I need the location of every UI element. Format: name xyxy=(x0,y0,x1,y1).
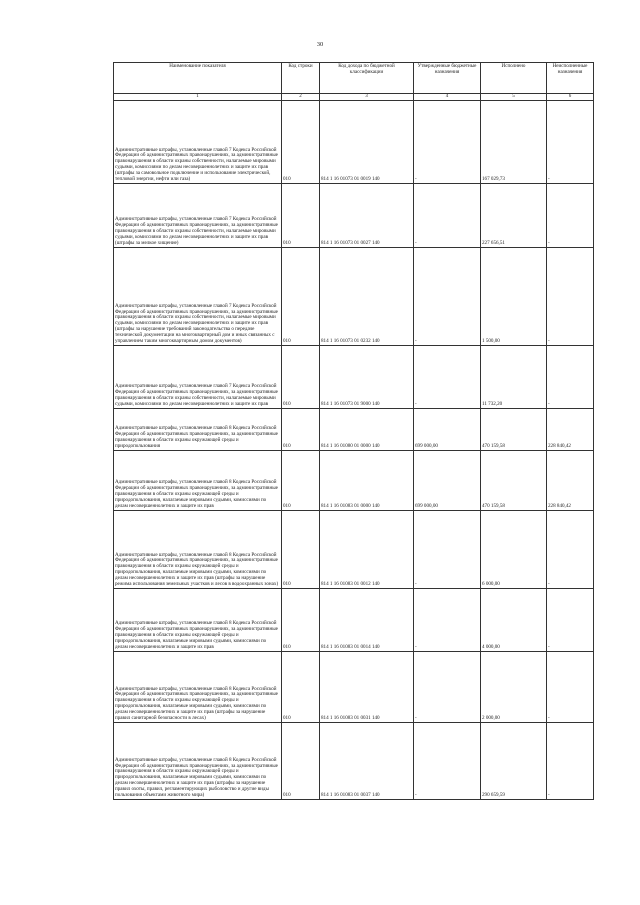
row-executed: 4 000,00 xyxy=(481,589,547,652)
header-executed: Исполнено xyxy=(481,63,547,94)
row-line-code: 010 xyxy=(282,451,320,511)
table-row xyxy=(114,723,594,800)
row-income-code: 814 1 16 01073 01 9000 140 xyxy=(320,346,414,409)
row-approved: 699 000,00 xyxy=(414,451,481,511)
row-approved: - xyxy=(414,511,481,589)
row-unexecuted: - xyxy=(547,184,594,248)
row-executed: 11 732,20 xyxy=(481,346,547,409)
row-approved: - xyxy=(414,723,481,800)
row-name: Административные штрафы, установленные главой 8 Кодекса Российской Федерации об административных правонарушениях, за административные правонарушения в области охраны окружающей среды и природопользования xyxy=(114,409,282,451)
row-income-code: 814 1 16 01083 01 0014 140 xyxy=(320,589,414,652)
row-income-code: 814 1 16 01073 01 0019 140 xyxy=(320,101,414,184)
row-executed: 2 000,00 xyxy=(481,652,547,723)
row-name: Административные штрафы, установленные главой 8 Кодекса Российской Федерации об административных правонарушениях, за административные правонарушения в области охраны окружающей среды и природопользования, налагаемые мировыми судьями, комиссиями по делам несовершеннолетних и защите их прав (штрафы за нарушение правил санитарной безопасности в лесах) xyxy=(114,652,282,723)
header-line-code: Код строки xyxy=(282,63,320,94)
row-approved: - xyxy=(414,184,481,248)
row-income-code: 814 1 16 01083 01 0012 140 xyxy=(320,511,414,589)
row-income-code: 814 1 16 01083 01 0031 140 xyxy=(320,652,414,723)
table-row xyxy=(114,101,594,184)
row-line-code: 010 xyxy=(282,101,320,184)
row-name: Административные штрафы, установленные главой 8 Кодекса Российской Федерации об административных правонарушениях, за административные правонарушения в области охраны окружающей среды и природопользования, налагаемые мировыми судьями, комиссиями по делам несовершеннолетних и защите их прав (штрафы за нарушение правил охоты, правил, регламентирующих рыболовство и другие виды пользования объектами животного мира) xyxy=(114,723,282,800)
row-line-code: 010 xyxy=(282,723,320,800)
table-row xyxy=(114,409,594,451)
row-approved: - xyxy=(414,101,481,184)
header-income-code: Код дохода по бюджетной классификации xyxy=(320,63,414,94)
table-row xyxy=(114,248,594,346)
row-executed: 470 159,58 xyxy=(481,409,547,451)
table-row xyxy=(114,589,594,652)
table-row xyxy=(114,184,594,248)
row-executed: 227 656,51 xyxy=(481,184,547,248)
row-line-code: 010 xyxy=(282,248,320,346)
row-approved: 699 000,00 xyxy=(414,409,481,451)
row-name: Административные штрафы, установленные главой 7 Кодекса Российской Федерации об административных правонарушениях, за административные правонарушения в области охраны собственности, налагаемые мировыми судьями, комиссиями по делам несовершеннолетних и защите их прав (штрафы за самовольное подключение и использование электрической, тепловой энергии, нефти или газа) xyxy=(114,101,282,184)
row-income-code: 814 1 16 01083 01 0000 140 xyxy=(320,451,414,511)
row-executed: 290 659,59 xyxy=(481,723,547,800)
row-name: Административные штрафы, установленные главой 8 Кодекса Российской Федерации об административных правонарушениях, за административные правонарушения в области охраны окружающей среды и природопользования, налагаемые мировыми судьями, комиссиями по делам несовершеннолетних и защите их прав xyxy=(114,451,282,511)
header-approved: Утвержденные бюджетные назначения xyxy=(414,63,481,94)
row-unexecuted: 228 840,42 xyxy=(547,451,594,511)
row-unexecuted: - xyxy=(547,101,594,184)
row-executed: 470 159,58 xyxy=(481,451,547,511)
table-row xyxy=(114,511,594,589)
row-executed: 1 500,00 xyxy=(481,248,547,346)
row-unexecuted: - xyxy=(547,248,594,346)
row-unexecuted: - xyxy=(547,652,594,723)
header-unexecuted: Неисполненные назначения xyxy=(547,63,594,94)
row-executed: 6 000,00 xyxy=(481,511,547,589)
column-number: 6 xyxy=(547,94,594,101)
row-approved: - xyxy=(414,248,481,346)
header-row xyxy=(114,63,594,94)
row-name: Административные штрафы, установленные главой 8 Кодекса Российской Федерации об административных правонарушениях, за административные правонарушения в области охраны окружающей среды и природопользования, налагаемые мировыми судьями, комиссиями по делам несовершеннолетних и защите их прав (штрафы за нарушение режима использования земельных участков и лесов в водоохранных зонах) xyxy=(114,511,282,589)
row-unexecuted: - xyxy=(547,723,594,800)
row-unexecuted: 228 840,42 xyxy=(547,409,594,451)
row-name: Административные штрафы, установленные главой 7 Кодекса Российской Федерации об административных правонарушениях, за административные правонарушения в области охраны собственности, налагаемые мировыми судьями, комиссиями по делам несовершеннолетних и защите их прав (штрафы за нарушение требований законодательства о передаче технической документации на многоквартирный дом и иных связанных с управлением таким многоквартирным домом документов) xyxy=(114,248,282,346)
row-name: Административные штрафы, установленные главой 7 Кодекса Российской Федерации об административных правонарушениях, за административные правонарушения в области охраны собственности, налагаемые мировыми судьями, комиссиями по делам несовершеннолетних и защите их прав xyxy=(114,346,282,409)
row-income-code: 814 1 16 01080 01 0000 140 xyxy=(320,409,414,451)
row-unexecuted: - xyxy=(547,346,594,409)
row-approved: - xyxy=(414,589,481,652)
header-name: Наименование показателя xyxy=(114,63,282,94)
row-name: Административные штрафы, установленные главой 7 Кодекса Российской Федерации об административных правонарушениях, за административные правонарушения в области охраны собственности, налагаемые мировыми судьями, комиссиями по делам несовершеннолетних и защите их прав (штрафы за мелкое хищение) xyxy=(114,184,282,248)
row-line-code: 010 xyxy=(282,409,320,451)
row-line-code: 010 xyxy=(282,589,320,652)
row-unexecuted: - xyxy=(547,589,594,652)
row-approved: - xyxy=(414,346,481,409)
row-name: Административные штрафы, установленные главой 8 Кодекса Российской Федерации об административных правонарушениях, за административные правонарушения в области охраны окружающей среды и природопользования, налагаемые мировыми судьями, комиссиями по делам несовершеннолетних и защите их прав xyxy=(114,589,282,652)
table-row xyxy=(114,451,594,511)
row-unexecuted: - xyxy=(547,511,594,589)
row-line-code: 010 xyxy=(282,184,320,248)
row-executed: 167 029,73 xyxy=(481,101,547,184)
column-number-row xyxy=(114,94,594,101)
row-line-code: 010 xyxy=(282,346,320,409)
column-number: 3 xyxy=(320,94,414,101)
row-income-code: 814 1 16 01073 01 0027 140 xyxy=(320,184,414,248)
column-number: 1 xyxy=(114,94,282,101)
table-row xyxy=(114,652,594,723)
row-income-code: 814 1 16 01073 01 0232 140 xyxy=(320,248,414,346)
row-line-code: 010 xyxy=(282,652,320,723)
column-number: 2 xyxy=(282,94,320,101)
row-income-code: 814 1 16 01083 01 0037 140 xyxy=(320,723,414,800)
report-table xyxy=(113,62,594,800)
row-line-code: 010 xyxy=(282,511,320,589)
column-number: 5 xyxy=(481,94,547,101)
page-number: 30 xyxy=(316,41,324,48)
table-row xyxy=(114,346,594,409)
column-number: 4 xyxy=(414,94,481,101)
row-approved: - xyxy=(414,652,481,723)
